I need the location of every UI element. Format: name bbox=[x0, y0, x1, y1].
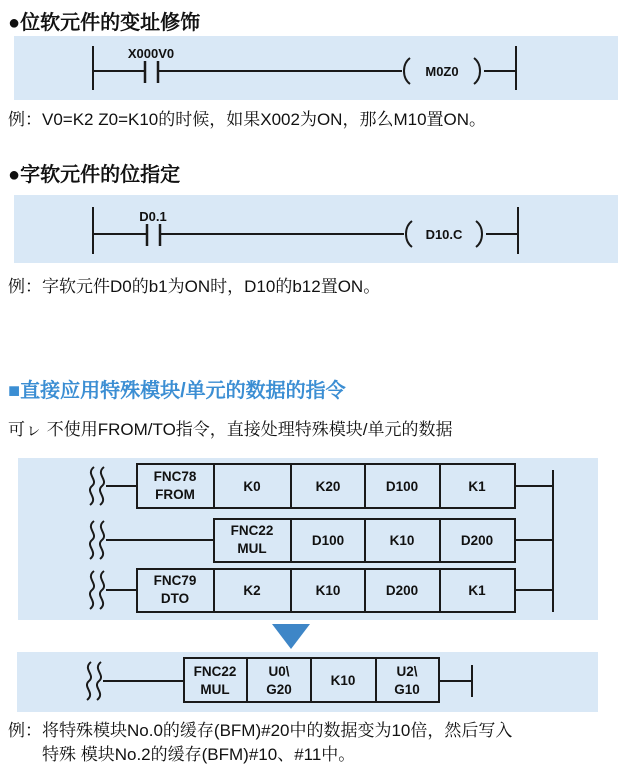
cell-text: MUL bbox=[200, 682, 230, 697]
section-heading-bit-index: ●位软元件的变址修饰 bbox=[8, 12, 201, 34]
cell-text: FNC78 bbox=[153, 469, 197, 484]
break-symbol bbox=[100, 571, 104, 609]
ladder-diagram-result bbox=[17, 652, 598, 712]
break-symbol bbox=[90, 521, 94, 559]
contact-label: D0.1 bbox=[139, 209, 167, 224]
coil-label: D10.C bbox=[425, 227, 463, 242]
break-symbol bbox=[97, 662, 101, 700]
ladder-diagram-from-to-program bbox=[18, 458, 598, 620]
example-text-direct-module bbox=[8, 719, 512, 767]
cell-text: DTO bbox=[160, 591, 190, 606]
cell-text: K10 bbox=[330, 673, 356, 688]
cell-text: FROM bbox=[155, 487, 195, 502]
coil-right-paren bbox=[476, 221, 482, 247]
ladder-box-word-bit bbox=[14, 195, 618, 263]
section-heading-direct-module: ■直接应用特殊模块/单元的数据的指令 bbox=[8, 380, 346, 402]
cell-text: FNC79 bbox=[153, 573, 197, 588]
cell-text: K20 bbox=[315, 479, 341, 494]
cell-text: K1 bbox=[468, 479, 486, 494]
ladder-box-bit-index bbox=[14, 36, 618, 100]
example-line-1: 例：将特殊模块No.0的缓存(BFM)#20中的数据变为10倍，然后写入 bbox=[8, 721, 513, 740]
cell-text: FNC22 bbox=[193, 664, 237, 679]
ladder-diagram-word-bit bbox=[14, 195, 618, 263]
cell-text: D200 bbox=[460, 533, 494, 548]
cell-text: G20 bbox=[266, 682, 292, 697]
ladder-box-from-to-program bbox=[18, 458, 598, 620]
break-symbol bbox=[90, 467, 94, 505]
contact-label: X000V0 bbox=[127, 46, 175, 61]
example-line-2: 特殊 模块No.2的缓存(BFM)#10、#11中。 bbox=[42, 745, 356, 764]
coil-left-paren bbox=[406, 221, 412, 247]
cell-text: U2\ bbox=[396, 664, 418, 679]
section-heading-word-bit: ●字软元件的位指定 bbox=[8, 164, 181, 186]
break-symbol bbox=[100, 467, 104, 505]
ladder-diagram-bit-index bbox=[14, 36, 618, 100]
break-symbol bbox=[90, 571, 94, 609]
cell-text: K10 bbox=[389, 533, 415, 548]
cell-text: K0 bbox=[243, 479, 261, 494]
down-arrow-icon bbox=[272, 624, 310, 649]
cell-text: G10 bbox=[394, 682, 420, 697]
cell-text: MUL bbox=[237, 541, 267, 556]
cell-text: U0\ bbox=[268, 664, 290, 679]
cell-text: D100 bbox=[385, 479, 419, 494]
cell-text: K1 bbox=[468, 583, 486, 598]
break-symbol bbox=[100, 521, 104, 559]
example-text-bit-index: 例：V0=K2 Z0=K10的时候，如果X002为ON，那么M10置ON。 bbox=[8, 110, 487, 129]
section-subtext-direct-module: 可ㇾ 不使用FROM/TO指令，直接处理特殊模块/单元的数据 bbox=[8, 420, 453, 439]
cell-text: K10 bbox=[315, 583, 341, 598]
coil-label: M0Z0 bbox=[425, 64, 459, 79]
cell-text: FNC22 bbox=[230, 523, 274, 538]
cell-text: D200 bbox=[385, 583, 419, 598]
break-symbol bbox=[87, 662, 91, 700]
ladder-box-result bbox=[17, 652, 598, 712]
example-text-word-bit: 例：字软元件D0的b1为ON时，D10的b12置ON。 bbox=[8, 277, 381, 296]
coil-left-paren bbox=[404, 58, 410, 84]
cell-text: D100 bbox=[311, 533, 345, 548]
coil-right-paren bbox=[474, 58, 480, 84]
cell-text: K2 bbox=[243, 583, 261, 598]
